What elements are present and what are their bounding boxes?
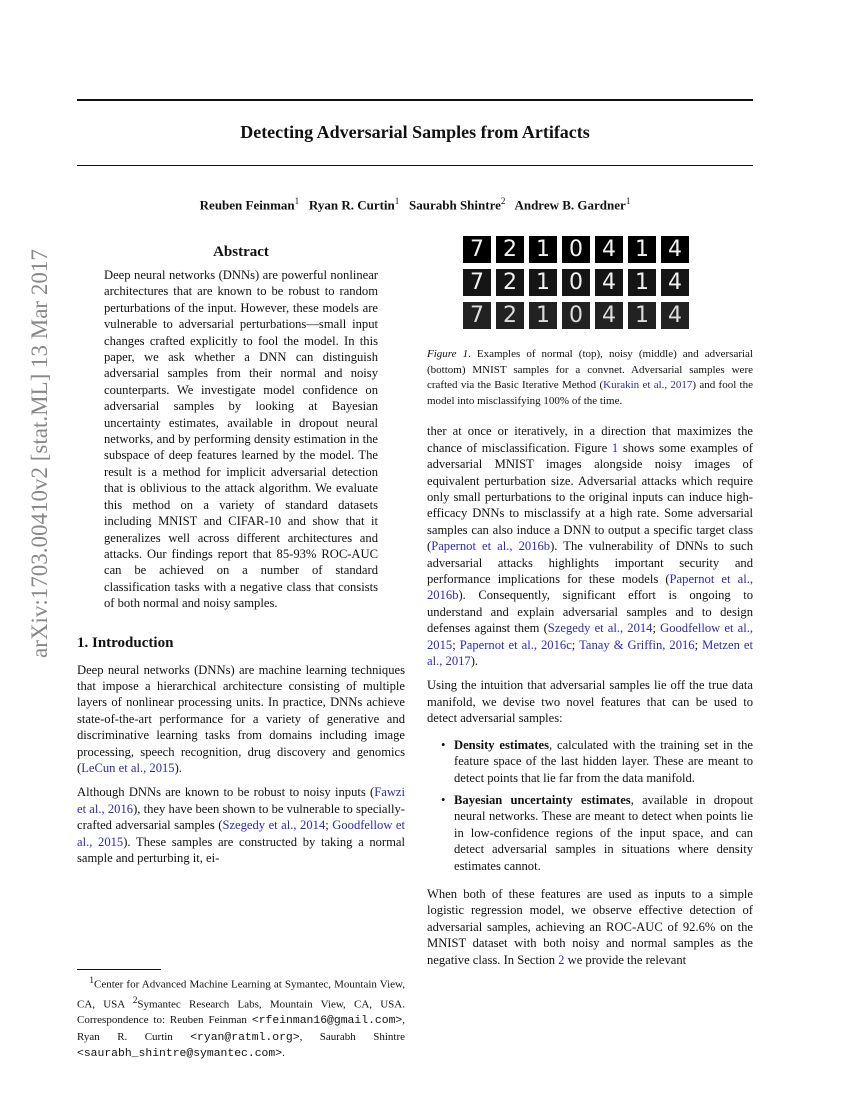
mnist-digit-image: 4 xyxy=(661,302,689,329)
email: <saurabh_shintre@symantec.com> xyxy=(77,1048,283,1061)
citation-link[interactable]: Metzen et al., 2017 xyxy=(427,637,754,669)
mnist-digit-image: 4 xyxy=(595,236,623,263)
mnist-digit-image: 2 xyxy=(496,236,524,263)
bullet-term: Density estimates xyxy=(454,737,550,752)
author: Ryan R. Curtin xyxy=(308,197,395,213)
right-column xyxy=(427,236,753,968)
abstract-heading: Abstract xyxy=(213,244,269,260)
email: <rfeinman16@gmail.com> xyxy=(251,1015,403,1028)
title-rule xyxy=(77,165,753,166)
mnist-digit-image: 0 xyxy=(562,302,590,329)
mnist-digit-image: 4 xyxy=(595,302,623,329)
affiliation-mark: 1 xyxy=(625,196,631,206)
footnote-text: , Ryan R. Curtin xyxy=(77,1014,405,1043)
text-segment: Although DNNs are known to be robust to noisy inputs ( xyxy=(77,785,375,800)
intro-paragraph-1 xyxy=(77,662,405,777)
text-segment: When both of these features are used as inputs to a simple logistic regression model, we observe effective detection of adversarial samples, achieving an ROC-AUC of 92.6% on the MNIST dataset with both noisy and normal samples as the negative class. In Section xyxy=(427,886,753,967)
citation-link[interactable]: Kurakin et al., 2017 xyxy=(603,379,693,392)
right-paragraph-1 xyxy=(427,423,753,669)
footnote: $^1$Center for Advanced Machine Learning at Symantec, Mountain View, CA, USA $^2$Symantec Research Labs, Mountain View, CA, USA. Correspondence to: Reuben Feinman <rfeinman16@gmail.com>, Ryan R. Curtin <ryan@ratml.org>, Saurabh Shintre <saurabh_shintre@symantec.com>. xyxy=(77,974,405,1061)
mnist-digit-image: 1 xyxy=(529,302,557,329)
mnist-digit-image: 7 xyxy=(463,302,491,329)
right-paragraph-3 xyxy=(427,886,753,968)
bullet-text: , calculated with the training set in the feature space of the last hidden layer. These are meant to detect points that lie far from the data manifold. xyxy=(454,737,753,785)
top-rule xyxy=(77,99,753,101)
citation-link[interactable]: 2 xyxy=(558,952,565,967)
bullet-text: , available in dropout neural networks. These are meant to detect when points lie in low-confidence regions of the input space, and can detect adversarial samples in situations where density estimates cannot. xyxy=(454,792,753,873)
mnist-digit-image: 4 xyxy=(661,269,689,296)
mnist-digit-image: 0 xyxy=(562,269,590,296)
footnote-area xyxy=(77,959,405,1063)
text-segment: ), they have been shown to be vulnerable to specially-crafted adversarial samples ( xyxy=(77,801,405,833)
mnist-digit-image: 1 xyxy=(628,236,656,263)
abstract-text: Deep neural networks (DNNs) are powerful nonlinear architectures that are known to be robust to random perturbations of the input. However, these models are vulnerable to adversarial perturbations—small input changes crafted explicitly to fool the model. In this paper, we ask whether a DNN can distinguish adversarial samples from their normal and noisy counterparts. We investigate model confidence on adversarial samples by looking at Bayesian uncertainty estimates, available in dropout neural networks, and by performing density estimation in the subspace of deep features learned by the model. The result is a method for implicit adversarial detection that is oblivious to the attack algorithm. We evaluate this method on a variety of standard datasets including MNIST and CIFAR-10 and show that it generalizes well across different architectures and attacks. Our findings report that 85-93% ROC-AUC can be achieved on a number of standard classification tasks with a negative class that consists of both normal and noisy samples. xyxy=(104,268,378,611)
email: <ryan@ratml.org> xyxy=(190,1031,300,1044)
text-segment: . Examples of normal (top), noisy (middle) and adversarial (bottom) MNIST samples for a convnet. Adversarial samples were crafted via the Basic Iterative Method ( xyxy=(427,348,753,392)
mnist-digit-image: 2 xyxy=(496,269,524,296)
feature-list xyxy=(427,737,753,880)
author: Saurabh Shintre xyxy=(409,197,501,213)
mnist-digit-image: 1 xyxy=(628,269,656,296)
footnote-end: . xyxy=(282,1047,285,1060)
text-segment: ). The vulnerability of DNNs to such adversarial attacks highlights important security and performance implications for these models ( xyxy=(427,539,754,587)
bullet-term: Bayesian uncertainty estimates xyxy=(454,792,631,807)
text-segment: ; xyxy=(652,621,661,636)
paper-title: Detecting Adversarial Samples from Artifacts xyxy=(240,122,590,142)
text-segment: ; xyxy=(325,818,333,833)
citation-link[interactable]: Papernot et al., 2016b xyxy=(427,572,753,603)
mnist-digit-image: 0 xyxy=(562,236,590,263)
mnist-row-normal xyxy=(463,236,695,263)
citation-link[interactable]: LeCun et al., 2015 xyxy=(81,760,175,775)
citation-link[interactable]: Szegedy et al., 2014 xyxy=(222,818,326,833)
arxiv-stamp: arXiv:1703.00410v2 [stat.ML] 13 Mar 2017 xyxy=(27,249,52,658)
affiliation-mark: 1 xyxy=(294,196,300,206)
mnist-digit-image: 1 xyxy=(628,302,656,329)
text-segment: ) and fool the model into misclassifying 100% of the time. xyxy=(427,379,753,407)
mnist-digit-image: 2 xyxy=(496,302,524,329)
citation-link[interactable]: Goodfellow et al., 2015 xyxy=(77,818,405,849)
citation-link[interactable]: Fawzi et al., 2016 xyxy=(77,785,405,816)
author: Andrew B. Gardner xyxy=(514,197,626,213)
mnist-digit-image: 7 xyxy=(463,269,491,296)
citation-link[interactable]: Szegedy et al., 2014 xyxy=(547,621,653,636)
text-segment: Deep neural networks (DNNs) are machine learning techniques that impose a hierarchical architecture consisting of multiple layers of nonlinear processing units. In practice, DNNs achieve state-of-the-art performance for a variety of generative and discriminative learning tasks from domains including image processing, speech recognition, drug discovery and genomics ( xyxy=(77,662,405,775)
figure-1-mnist-grid xyxy=(463,236,695,335)
text-segment: Using the intuition that adversarial samples lie off the true data manifold, we devise two novel features that can be used to detect adversarial samples: xyxy=(427,678,753,726)
citation-link[interactable]: Papernot et al., 2016c xyxy=(459,637,572,652)
mnist-digit-image: 1 xyxy=(529,236,557,263)
author-list xyxy=(77,196,753,213)
text-segment: ; xyxy=(571,637,580,652)
citation-link[interactable]: Papernot et al., 2016b xyxy=(431,539,551,554)
affiliation-mark: 1 xyxy=(394,196,400,206)
left-column xyxy=(77,243,405,1063)
footnote-text: , Saurabh Shintre xyxy=(299,1030,405,1043)
citation-link[interactable]: 1 xyxy=(611,440,619,455)
text-segment: ). xyxy=(470,654,479,669)
text-segment: ; xyxy=(452,637,460,652)
intro-heading: 1. Introduction xyxy=(77,634,174,651)
affiliation-mark: 2 xyxy=(500,196,506,206)
citation-link[interactable]: Goodfellow et al., 2015 xyxy=(427,621,753,652)
text-segment: ther at once or iteratively, in a direction that maximizes the chance of misclassification. Figure xyxy=(427,424,753,455)
bullet-density xyxy=(427,737,753,786)
mnist-digit-image: 1 xyxy=(529,269,557,296)
mnist-row-noisy xyxy=(463,269,695,296)
text-segment: ). xyxy=(174,760,182,775)
right-paragraph-2 xyxy=(427,677,753,726)
text-segment: ). Consequently, significant effort is ongoing to understand and explain adversarial samples and to design defenses against them ( xyxy=(427,588,753,636)
citation-link[interactable]: Tanay & Griffin, 2016 xyxy=(579,637,695,652)
bullet-bayesian xyxy=(427,792,753,874)
mnist-digit-image: 4 xyxy=(661,236,689,263)
text-segment: shows some examples of adversarial MNIST images alongside noisy images of equivalent perturbation size. Adversarial attacks which require only small perturbations to the original inputs can induce high-efficacy DNNs to misclassify at a high rate. Some adversarial samples can also induce a DNN to output a specific target class ( xyxy=(427,440,753,554)
mnist-row-adv xyxy=(463,302,695,329)
author: Reuben Feinman xyxy=(199,197,295,213)
mnist-digit-image: 4 xyxy=(595,269,623,296)
mnist-digit-image: 7 xyxy=(463,236,491,263)
footnote-text: Symantec Research Labs, Mountain View, CA, USA. Correspondence to: Reuben Feinman xyxy=(77,998,405,1027)
text-segment: ; xyxy=(694,637,703,652)
text-segment: we provide the relevant xyxy=(564,952,687,967)
figure-caption xyxy=(427,347,753,409)
text-segment: ). These samples are constructed by taking a normal sample and perturbing it, ei- xyxy=(77,834,405,865)
footnote-rule xyxy=(77,969,161,970)
footnote-text: Center for Advanced Machine Learning at Symantec, Mountain View, CA, USA xyxy=(77,978,405,1011)
intro-paragraph-2 xyxy=(77,784,405,866)
figure-label: Figure 1 xyxy=(427,348,469,360)
